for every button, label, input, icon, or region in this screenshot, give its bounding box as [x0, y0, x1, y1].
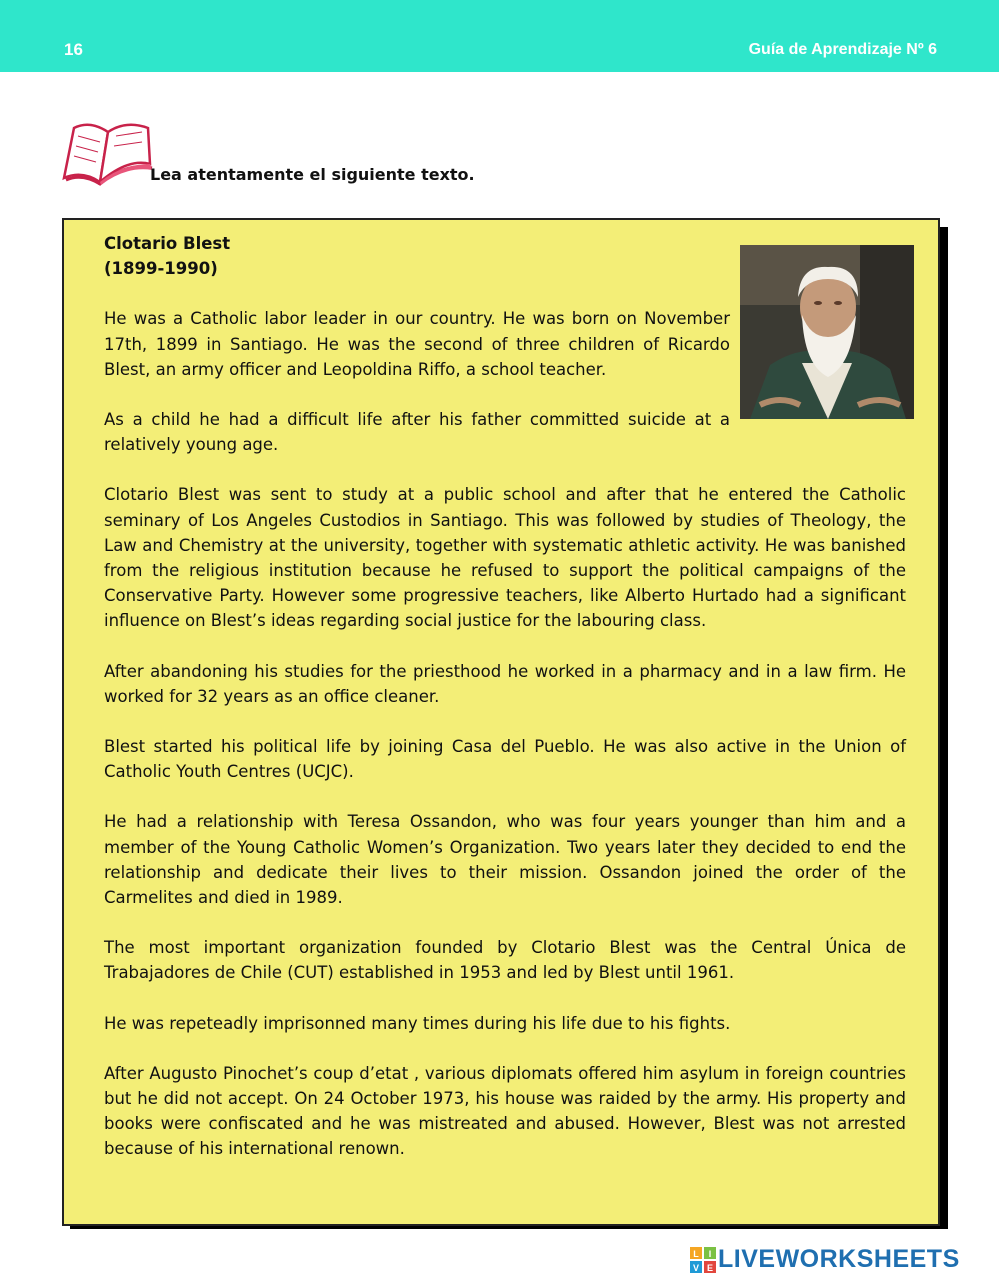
tile-letter: E: [706, 1263, 714, 1273]
portrait-image: [740, 245, 914, 419]
article-content: [104, 231, 906, 1162]
reading-box: [62, 218, 940, 1226]
paragraph: After abandoning his studies for the priesthood he worked in a pharmacy and in a law firm. He worked for 32 years as an office cleaner.: [104, 661, 906, 706]
paragraph: Clotario Blest was sent to study at a public school and after that he entered the Catholic seminary of Los Angeles Custodios in Santiago. This was followed by studies of Theology, the Law and Chemistry at the university, together with systematic athletic activity. He was banished from the religious institution because he refused to support the political campaigns of the Conservative Party. However some progressive teachers, like Alberto Hurtado had a significant influence on Blest’s ideas regarding social justice for the labouring class.: [104, 485, 906, 631]
article-years: (1899-1990): [104, 259, 218, 279]
paragraph: He was repeteadly imprisonned many times during his life due to his fights.: [104, 1013, 731, 1033]
brand-tiles-icon: [690, 1247, 716, 1273]
paragraph: Blest started his political life by joining Casa del Pueblo. He was also active in the Union of Catholic Youth Centres (UCJC).: [104, 737, 906, 782]
paragraph: As a child he had a difficult life after his father committed suicide at a relatively young age.: [104, 410, 730, 455]
guide-title: Guía de Aprendizaje Nº 6: [748, 41, 937, 58]
tile-letter: L: [693, 1249, 699, 1259]
instruction-text: Lea atentamente el siguiente texto.: [150, 165, 475, 184]
article-name: Clotario Blest: [104, 234, 231, 253]
paragraph: The most important organization founded by Clotario Blest was the Central Única de Trabajadores de Chile (CUT) established in 1953 and led by Blest until 1961.: [104, 938, 906, 983]
tile-letter: V: [692, 1263, 700, 1273]
brand-name: LIVEWORKSHEETS: [718, 1245, 960, 1273]
header-bar: [0, 0, 999, 72]
liveworksheets-logo: [690, 1245, 990, 1275]
paragraph: He had a relationship with Teresa Ossandon, who was four years younger than him and a member of the Young Catholic Women’s Organization. Two years later they decided to end the relationship and dedicate their lives to their mission. Ossandon joined the order of the Carmelites and died in 1989.: [104, 812, 906, 908]
paragraph: After Augusto Pinochet’s coup d’etat , various diplomats offered him asylum in foreign countries but he did not accept. On 24 October 1973, his house was raided by the army. His property and books were confiscated and he was mistreated and abused. However, Blest was not arrested because of his international renown.: [104, 1063, 906, 1159]
open-book-icon: [60, 118, 156, 186]
paragraph: He was a Catholic labor leader in our country. He was born on November 17th, 1899 in Santiago. He was the second of three children of Ricardo Blest, an army officer and Leopoldina Riffo, a school teacher.: [104, 309, 730, 379]
page-number: 16: [64, 40, 83, 59]
tile-letter: I: [708, 1249, 712, 1259]
